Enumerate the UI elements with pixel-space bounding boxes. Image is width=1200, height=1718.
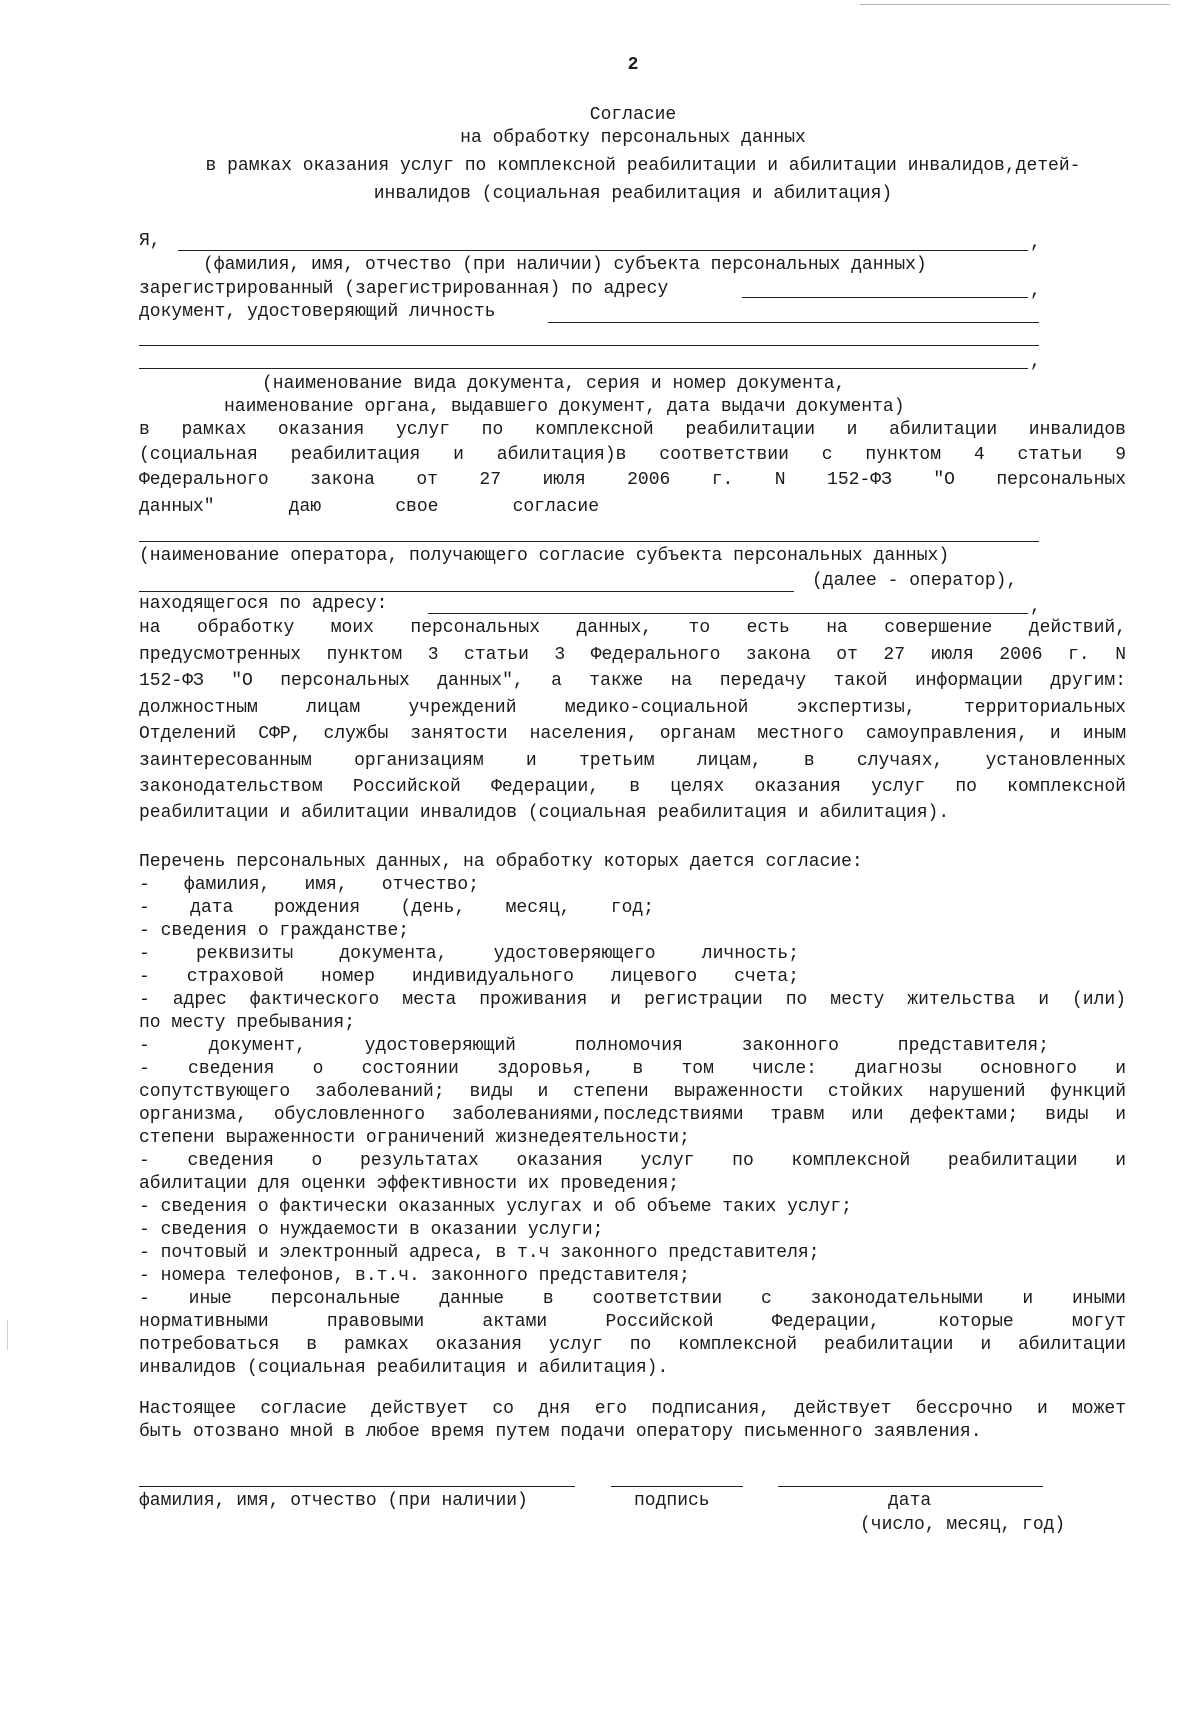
list-item: организма, обусловленного заболеваниями,последствиями травм или дефектами; виды и bbox=[139, 1105, 1126, 1125]
basis-line: Федерального закона от 27 июля 2006 г. N 152-ФЗ "О персональных bbox=[139, 470, 1126, 490]
doc-hint-2: наименование органа, выдавшего документ, дата выдачи документа) bbox=[224, 397, 905, 417]
operator-hint: (наименование оператора, получающего согласие субъекта персональных данных) bbox=[139, 546, 950, 566]
processing-line: реабилитации и абилитации инвалидов (социальная реабилитация и абилитация). bbox=[139, 803, 950, 823]
processing-line: Отделений СФР, службы занятости населения, органам местного самоуправления, и иным bbox=[139, 724, 1126, 744]
list-item: - сведения о состоянии здоровья, в том числе: диагнозы основного и bbox=[139, 1059, 1126, 1079]
processing-line: законодательством Российской Федерации, в целях оказания услуг по комплексной bbox=[139, 777, 1126, 797]
list-item: - сведения о нуждаемости в оказании услуги; bbox=[139, 1220, 604, 1240]
doc-hint-1: (наименование вида документа, серия и номер документа, bbox=[262, 374, 846, 394]
list-item: нормативными правовыми актами Российской Федерации, которые могут bbox=[139, 1312, 1126, 1332]
basis-line: (социальная реабилитация и абилитация)в соответствии с пунктом 4 статьи 9 bbox=[139, 445, 1126, 465]
signature-date-field[interactable] bbox=[778, 1486, 1043, 1487]
doc-field-3[interactable] bbox=[139, 368, 1028, 369]
doc-comma: , bbox=[1030, 352, 1041, 372]
title-line-4: инвалидов (социальная реабилитация и абилитация) bbox=[373, 184, 893, 204]
signature-sign-label: подпись bbox=[634, 1491, 710, 1511]
list-item: потребоваться в рамках оказания услуг по комплексной реабилитации и абилитации bbox=[139, 1335, 1126, 1355]
signature-name-field[interactable] bbox=[139, 1486, 575, 1487]
list-item: сопутствующего заболеваний; виды и степени выраженности стойких нарушений функций bbox=[139, 1082, 1126, 1102]
list-item: - сведения о результатах оказания услуг по комплексной реабилитации и bbox=[139, 1151, 1126, 1171]
list-item: - адрес фактического места проживания и регистрации по месту жительства и (или) bbox=[139, 990, 1126, 1010]
list-item: - сведения о гражданстве; bbox=[139, 921, 410, 941]
list-item: - номера телефонов, в.т.ч. законного представителя; bbox=[139, 1266, 690, 1286]
list-item: - страховой номер индивидуального лицевого счета; bbox=[139, 967, 799, 987]
list-item: по месту пребывания; bbox=[139, 1013, 356, 1033]
signature-date-hint: (число, месяц, год) bbox=[860, 1515, 1066, 1535]
list-item: - почтовый и электронный адреса, в т.ч законного представителя; bbox=[139, 1243, 820, 1263]
validity-line: Настоящее согласие действует со дня его подписания, действует бессрочно и может bbox=[139, 1399, 1126, 1419]
list-item: - сведения о фактически оказанных услугах и об объеме таких услуг; bbox=[139, 1197, 852, 1217]
subject-name-hint: (фамилия, имя, отчество (при наличии) субъекта персональных данных) bbox=[203, 255, 927, 275]
processing-line: заинтересованным организациям и третьим лицам, в случаях, установленных bbox=[139, 751, 1126, 771]
signature-sign-field[interactable] bbox=[611, 1486, 743, 1487]
address-label: зарегистрированный (зарегистрированная) по адресу bbox=[139, 279, 669, 299]
subject-prefix: Я, bbox=[139, 231, 161, 251]
signature-name-label: фамилия, имя, отчество (при наличии) bbox=[139, 1491, 528, 1511]
signature-date-label: дата bbox=[888, 1491, 932, 1511]
page-number: 2 bbox=[627, 55, 639, 75]
list-item: - дата рождения (день, месяц, год; bbox=[139, 898, 654, 918]
title-line-1: Согласие bbox=[589, 105, 677, 125]
title-line-3: в рамках оказания услуг по комплексной реабилитации и абилитации инвалидов,детей- bbox=[205, 156, 1081, 176]
operator-comma: , bbox=[1030, 597, 1041, 617]
doc-label: документ, удостоверяющий личность bbox=[139, 302, 496, 322]
list-item: - документ, удостоверяющий полномочия законного представителя; bbox=[139, 1036, 1049, 1056]
list-item: абилитации для оценки эффективности их проведения; bbox=[139, 1174, 680, 1194]
processing-line: 152-ФЗ "О персональных данных", а также на передачу такой информации другим: bbox=[139, 671, 1126, 691]
subject-comma: , bbox=[1030, 233, 1041, 253]
scan-margin-mark bbox=[7, 1320, 8, 1350]
address-field[interactable] bbox=[742, 297, 1028, 298]
scan-edge-line bbox=[860, 4, 1170, 5]
basis-line: в рамках оказания услуг по комплексной реабилитации и абилитации инвалидов bbox=[139, 420, 1126, 440]
processing-line: должностным лицам учреждений медико-социальной экспертизы, территориальных bbox=[139, 698, 1126, 718]
operator-name-field-2[interactable] bbox=[139, 591, 794, 592]
operator-name-field[interactable] bbox=[139, 541, 1039, 542]
subject-name-field[interactable] bbox=[178, 250, 1028, 251]
processing-line: предусмотренных пунктом 3 статьи 3 Федерального закона от 27 июля 2006 г. N bbox=[139, 645, 1126, 665]
processing-line: на обработку моих персональных данных, то есть на совершение действий, bbox=[139, 618, 1126, 638]
list-item: - иные персональные данные в соответствии с законодательными и иными bbox=[139, 1289, 1126, 1309]
operator-further: (далее - оператор), bbox=[812, 571, 1018, 591]
list-title: Перечень персональных данных, на обработку которых дается согласие: bbox=[139, 852, 863, 872]
doc-field-2[interactable] bbox=[139, 345, 1039, 346]
address-comma: , bbox=[1030, 281, 1041, 301]
list-item: - реквизиты документа, удостоверяющего личность; bbox=[139, 944, 799, 964]
validity-line: быть отозвано мной в любое время путем подачи оператору письменного заявления. bbox=[139, 1422, 982, 1442]
list-item: степени выраженности ограничений жизнедеятельности; bbox=[139, 1128, 690, 1148]
operator-address-field[interactable] bbox=[428, 613, 1028, 614]
list-item: - фамилия, имя, отчество; bbox=[139, 875, 479, 895]
title-line-2: на обработку персональных данных bbox=[460, 128, 806, 148]
doc-field-1[interactable] bbox=[548, 322, 1039, 323]
operator-address-label: находящегося по адресу: bbox=[139, 594, 388, 614]
list-item: инвалидов (социальная реабилитация и абилитация). bbox=[139, 1358, 669, 1378]
basis-line: данных" даю свое согласие bbox=[139, 497, 599, 517]
